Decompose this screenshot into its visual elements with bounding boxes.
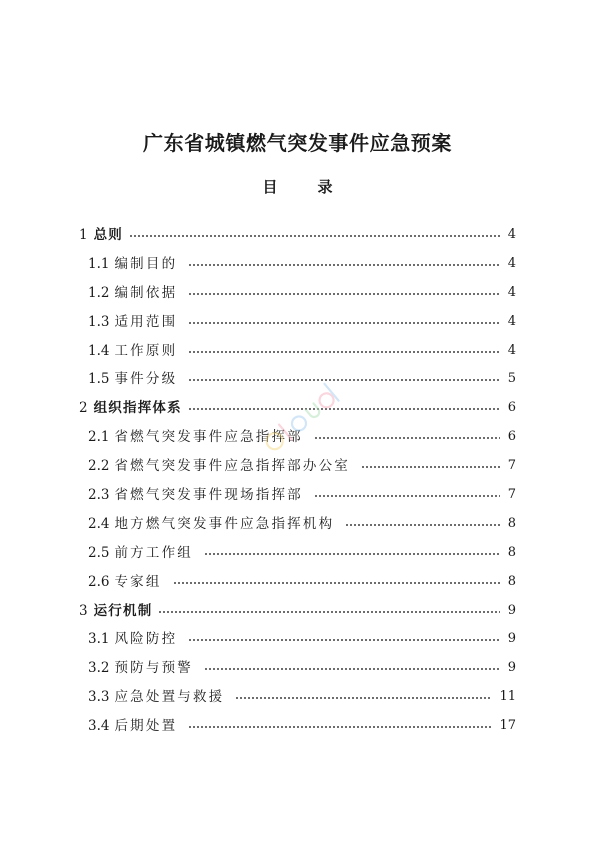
- toc-entry-title: 专家组: [114, 573, 162, 590]
- dot-leader: [345, 523, 499, 527]
- toc-entry-title: 省燃气突发事件应急指挥部: [114, 429, 303, 446]
- toc-entry-page-number: 6: [507, 400, 516, 416]
- toc-entry-number: 1.3: [88, 313, 110, 330]
- toc-entry-title: 事件分级: [114, 371, 178, 388]
- toc-entry-label: [88, 660, 193, 676]
- dot-leader: [361, 465, 500, 469]
- toc-entry-page-number: 5: [507, 371, 516, 387]
- toc-entry-label: [88, 545, 193, 561]
- toc-entry-page-number: 9: [507, 602, 516, 618]
- toc-entry-label: [88, 487, 303, 503]
- toc-entry-number: 1.4: [88, 342, 110, 359]
- toc-entry-page-number: 7: [507, 486, 516, 502]
- toc-entry: [79, 683, 516, 712]
- toc-entry-number: 2.3: [88, 486, 110, 503]
- toc-entry-page-number: 6: [507, 429, 516, 445]
- toc-entry-page-number: 8: [507, 515, 516, 531]
- toc-entry-number: 3: [79, 602, 88, 619]
- table-of-contents: [79, 221, 516, 741]
- toc-entry-label: [88, 343, 177, 359]
- toc-entry-page-number: 4: [507, 313, 516, 329]
- toc-entry-number: 3.4: [88, 718, 110, 735]
- watermark-logo: [245, 370, 355, 470]
- toc-entry-title: 地方燃气突发事件应急指挥机构: [114, 515, 335, 532]
- toc-entry: [79, 249, 516, 278]
- toc-entry-title: 运行机制: [93, 602, 153, 619]
- toc-entry: [79, 307, 516, 336]
- toc-entry-page-number: 8: [507, 573, 516, 589]
- toc-entry-number: 1.1: [88, 255, 110, 272]
- toc-entry-number: 2.1: [88, 429, 110, 446]
- toc-entry: [79, 625, 516, 654]
- toc-entry-label: [88, 256, 177, 272]
- toc-entry-number: 1.5: [88, 371, 110, 388]
- toc-entry-label: [88, 314, 177, 330]
- toc-entry-number: 2.2: [88, 458, 110, 475]
- toc-entry: [79, 509, 516, 538]
- dot-leader: [188, 321, 499, 325]
- toc-entry: [79, 712, 516, 741]
- toc-entry-page-number: 9: [507, 631, 516, 647]
- toc-entry-title: 应急处置与救援: [114, 689, 225, 706]
- toc-entry-title: 组织指挥体系: [93, 400, 182, 417]
- dot-leader: [188, 292, 499, 296]
- toc-entry: [79, 538, 516, 567]
- dot-leader: [188, 350, 499, 354]
- dot-leader: [204, 667, 500, 671]
- toc-entry-label: [88, 516, 334, 532]
- document-title: 广东省城镇燃气突发事件应急预案: [143, 131, 452, 155]
- toc-entry: [79, 221, 516, 250]
- toc-entry-page-number: 11: [499, 689, 516, 705]
- toc-entry-number: 3.3: [88, 689, 110, 706]
- toc-entry-label: [88, 718, 177, 734]
- toc-entry-label: [79, 603, 152, 619]
- toc-entry-label: [88, 285, 177, 301]
- toc-entry: [79, 596, 516, 625]
- dot-leader: [204, 552, 500, 556]
- dot-leader: [314, 494, 500, 498]
- toc-entry-page-number: 4: [507, 226, 516, 242]
- toc-entry-label: [79, 400, 182, 416]
- toc-entry-label: [88, 371, 177, 387]
- dot-leader: [173, 581, 500, 585]
- toc-entry-title: 预防与预警: [114, 660, 193, 677]
- dot-leader: [129, 234, 500, 238]
- toc-entry-number: 2.4: [88, 515, 110, 532]
- toc-entry-title: 后期处置: [114, 718, 178, 735]
- toc-heading: 目录: [262, 178, 373, 196]
- toc-entry-label: [88, 689, 224, 705]
- toc-entry-number: 2: [79, 400, 88, 417]
- dot-leader: [235, 696, 491, 700]
- toc-entry-number: 1: [79, 226, 88, 243]
- toc-entry-label: [79, 227, 123, 243]
- dot-leader: [188, 263, 499, 267]
- toc-entry-title: 适用范围: [114, 313, 178, 330]
- toc-entry-number: 2.6: [88, 573, 110, 590]
- toc-entry: [79, 654, 516, 683]
- toc-entry-page-number: 17: [499, 718, 516, 734]
- toc-entry-page-number: 4: [507, 284, 516, 300]
- toc-entry-title: 省燃气突发事件应急指挥部办公室: [114, 458, 350, 475]
- toc-entry-label: [88, 631, 177, 647]
- dot-leader: [188, 638, 499, 642]
- dot-leader: [188, 725, 491, 729]
- toc-entry-label: [88, 574, 162, 590]
- toc-entry-number: 2.5: [88, 544, 110, 561]
- toc-entry: [79, 481, 516, 510]
- toc-entry: [79, 567, 516, 596]
- toc-entry-page-number: 4: [507, 255, 516, 271]
- dot-leader: [158, 610, 499, 614]
- toc-entry-title: 风险防控: [114, 631, 178, 648]
- toc-entry-title: 省燃气突发事件现场指挥部: [114, 486, 303, 503]
- toc-entry-title: 前方工作组: [114, 544, 193, 561]
- toc-entry-page-number: 7: [507, 458, 516, 474]
- toc-entry-page-number: 4: [507, 342, 516, 358]
- toc-entry: [79, 336, 516, 365]
- toc-entry-page-number: 8: [507, 544, 516, 560]
- toc-entry-page-number: 9: [507, 660, 516, 676]
- toc-entry-title: 编制依据: [114, 284, 178, 301]
- toc-entry-title: 工作原则: [114, 342, 178, 359]
- toc-entry-number: 3.2: [88, 660, 110, 677]
- toc-entry-title: 编制目的: [114, 255, 178, 272]
- toc-entry-number: 3.1: [88, 631, 110, 648]
- toc-entry-number: 1.2: [88, 284, 110, 301]
- toc-entry-title: 总则: [93, 226, 123, 243]
- toc-entry: [79, 278, 516, 307]
